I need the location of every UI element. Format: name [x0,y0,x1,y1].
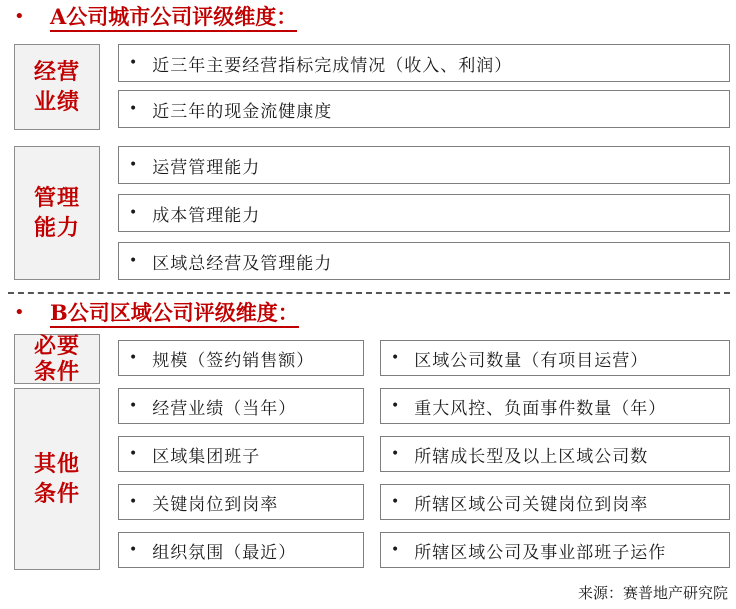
list-item: • 区域集团班子 [118,436,364,472]
list-item: • 区域公司数量（有项目运营） [380,340,730,376]
list-item: • 所辖成长型及以上区域公司数 [380,436,730,472]
section-divider [8,292,730,294]
list-item: • 重大风控、负面事件数量（年） [380,388,730,424]
section-a-title: A公司城市公司评级维度： [50,4,297,30]
list-item: • 经营业绩（当年） [118,388,364,424]
list-item: • 成本管理能力 [118,194,730,232]
list-item: • 运营管理能力 [118,146,730,184]
list-item: • 组织氛围（最近） [118,532,364,568]
list-item: • 关键岗位到岗率 [118,484,364,520]
list-item: • 区域总经营及管理能力 [118,242,730,280]
category-business-performance: 经营 业绩 [14,44,100,130]
list-item: • 所辖区域公司及事业部班子运作 [380,532,730,568]
list-item: • 规模（签约销售额） [118,340,364,376]
category-management-capability: 管理 能力 [14,146,100,280]
list-item: • 近三年主要经营指标完成情况（收入、利润） [118,44,730,82]
section-a-bullet: • [14,6,25,27]
list-item: • 近三年的现金流健康度 [118,90,730,128]
list-item: • 所辖区域公司关键岗位到岗率 [380,484,730,520]
category-other-conditions: 其他 条件 [14,388,100,570]
source-note: 来源：赛普地产研究院 [577,584,728,602]
section-b-bullet: • [14,302,25,323]
section-b-title: B公司区域公司评级维度： [50,300,299,326]
category-required-conditions: 必要 条件 [14,334,100,384]
